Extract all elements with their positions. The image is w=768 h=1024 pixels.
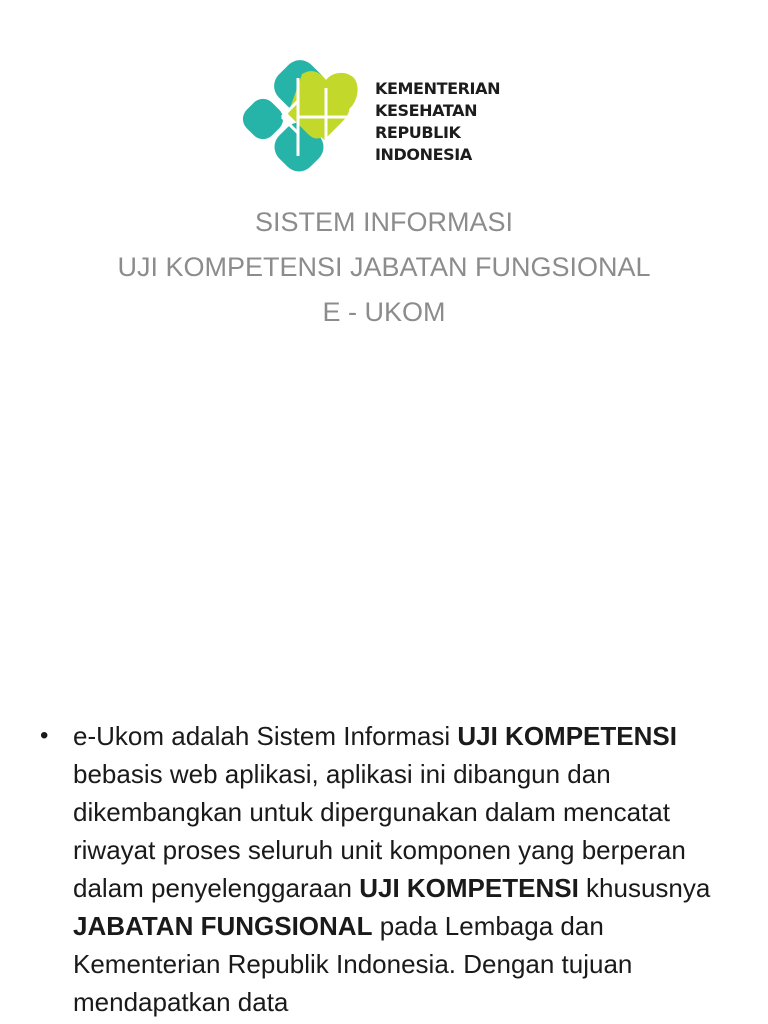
logo-line-2: KESEHATAN — [375, 101, 478, 120]
bullet-marker: • — [40, 722, 49, 749]
kemenkes-logo — [242, 60, 522, 180]
bold-segment: JABATAN FUNGSIONAL — [73, 911, 373, 941]
slide-title — [0, 200, 768, 335]
text-segment: e-Ukom adalah Sistem Informasi — [73, 721, 458, 751]
logo-line-1: KEMENTERIAN — [375, 79, 501, 98]
title-line-3: E - UKOM — [322, 297, 446, 327]
logo-text — [375, 78, 500, 166]
text-segment: bebasis web aplikasi, aplikasi ini dibangun dan dikembangkan untuk dipergunakan dalam mencatat riwayat proses seluruh unit komponen yang berperan dalam penyelenggaraan — [73, 759, 686, 903]
title-line-1: SISTEM INFORMASI — [254, 207, 514, 237]
logo-line-4: INDONESIA — [375, 145, 472, 164]
logo-line-3: REPUBLIK — [375, 123, 461, 142]
text-segment: pada Lembaga dan Kementerian Republik Indonesia. Dengan tujuan mendapatkan data — [73, 911, 633, 1017]
bold-segment: UJI KOMPETENSI — [359, 873, 579, 903]
bullet-paragraph — [73, 717, 738, 1021]
text-segment: khususnya — [578, 873, 711, 903]
kemenkes-logo-icon — [242, 60, 360, 172]
title-line-2: UJI KOMPETENSI JABATAN FUNGSIONAL — [117, 252, 651, 282]
bold-segment: UJI KOMPETENSI — [457, 721, 677, 751]
